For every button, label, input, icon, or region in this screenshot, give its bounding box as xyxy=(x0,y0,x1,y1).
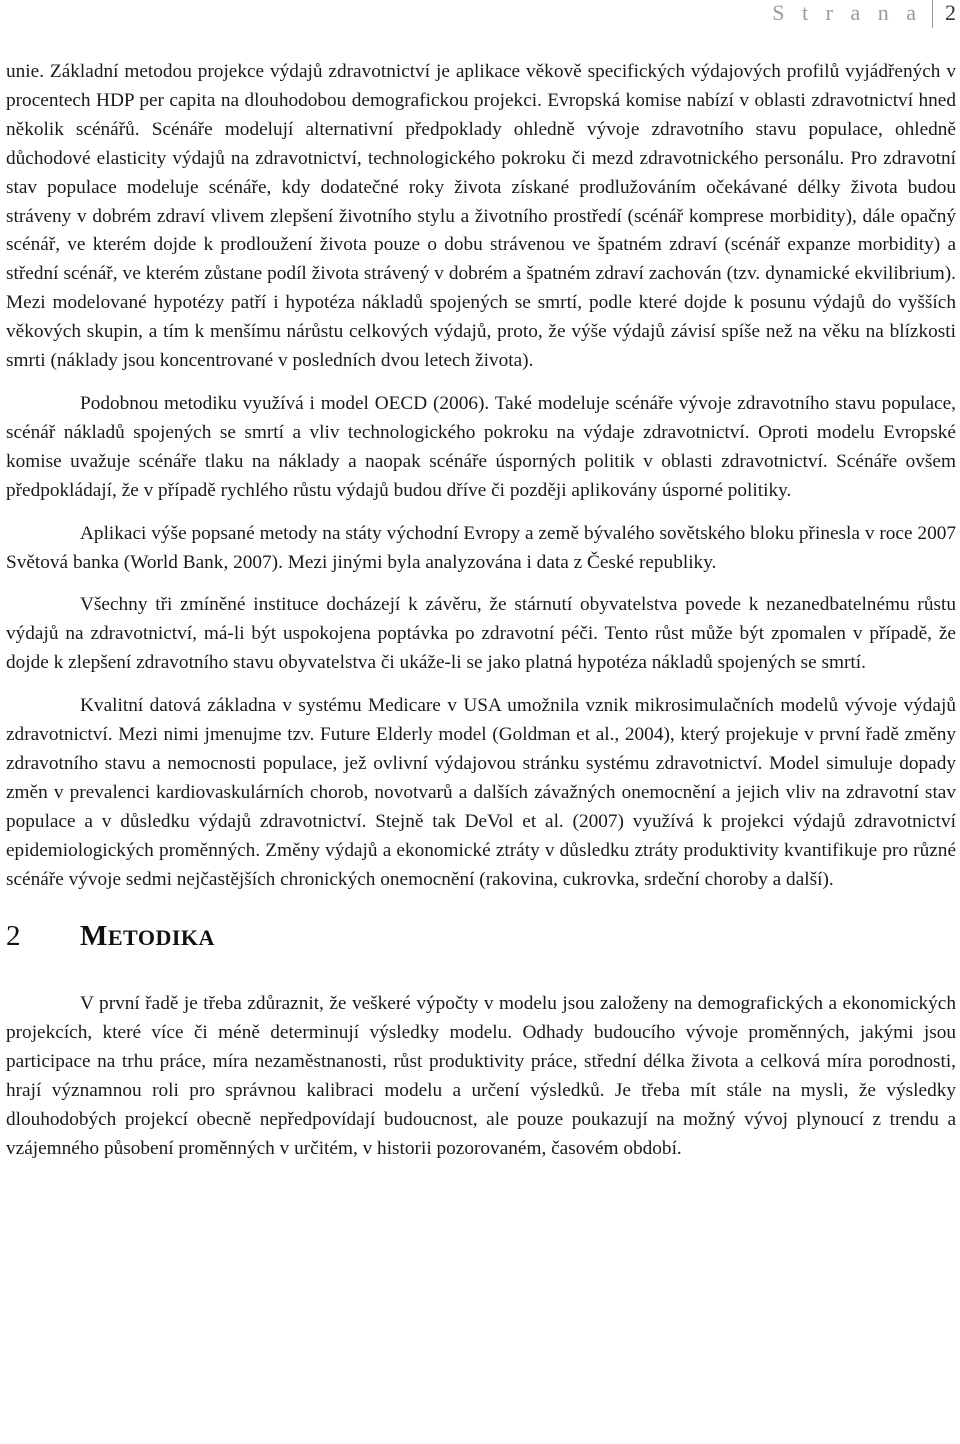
page-number: 2 xyxy=(945,0,956,25)
paragraph: V první řadě je třeba zdůraznit, že veškeré výpočty v modelu jsou založeny na demografických a ekonomických projekcích, které více či méně determinují výsledky modelu. Odhady budoucího vývoje proměnných, jakými jsou participace na trhu práce, míra nezaměstnanosti, růst produktivity práce, střední délka života a celková míra porodnosti, hrají významnou roli pro správnou kalibraci modelu a určení výsledků. Je třeba mít stále na mysli, že výsledky dlouhodobých projekcí obecně nepředpovídají budoucnost, ale pouze poukazují na možný vývoj plynoucí z trendu a vzájemného působení proměnných v určitém, v historii pozorovaném, časovém období. xyxy=(6,993,956,1159)
section-heading xyxy=(6,922,956,962)
paragraph: Všechny tři zmíněné instituce docházejí k závěru, že stárnutí obyvatelstva povede k nezanedbatelnému růstu výdajů na zdravotnictví, má-li být uspokojena poptávka po zdravotní péči. Tento růst může být zpomalen v případě, že dojde k zlepšení zdravotního stavu obyvatelstva či ukáže-li se jako platná hypotéza nákladů spojených se smrtí. xyxy=(6,594,956,674)
section-title-rest: ETODIKA xyxy=(107,925,215,951)
section-title-initial: M xyxy=(80,920,108,953)
section-title xyxy=(80,922,215,953)
running-header xyxy=(772,0,960,28)
paragraph: Podobnou metodiku využívá i model OECD (2006). Také modeluje scénáře vývoje zdravotního stavu populace, scénář nákladů spojených se smrtí a vliv technologického pokroku na výdaje zdravotnictví. Oproti modelu Evropské komise uvažuje scénáře tlaku na náklady a naopak scénáře úsporných politik v oblasti zdravotnictví. Scénáře ovšem předpokládají, že v případě rychlého růstu výdajů budou dříve či později aplikovány úsporné politiky. xyxy=(6,392,956,501)
paragraph: unie. Základní metodou projekce výdajů zdravotnictví je aplikace věkově specifických výdajových profilů vyjádřených v procentech HDP per capita na dlouhodobou demografickou projekci. Evropská komise nabízí v oblasti zdravotnictví hned několik scénářů. Scénáře modelují alternativní předpoklady ohledně vývoje zdravotního stavu populace, ohledně důchodové elasticity výdajů na zdravotnictví, technologického pokroku či mezd zdravotnického personálu. Pro zdravotní stav populace modeluje scénáře, kdy dodatečné roky života získané prodlužováním očekávané délky života budou stráveny v dobrém zdraví vlivem zlepšení životního stylu a životního prostředí (scénář komprese morbidity), dále opačný scénář, ve kterém dojde k prodloužení života pouze o dobu strávenou ve špatném zdraví (scénář expanze morbidity) a střední scénář, ve kterém zůstane podíl života strávený v dobrém a špatném zdraví zachován (tzv. dynamické ekvilibrium). Mezi modelované hypotézy patří i hypotéza nákladů spojených se smrtí, podle které dojde k posunu výdajů do vyšších věkových skupin, a tím k menšímu nárůstu celkových výdajů, proto, že výše výdajů závisí spíše než na věku na blízkosti smrti (náklady jsou koncentrované v posledních dvou letech života). xyxy=(6,61,956,372)
page-label: S t r a n a xyxy=(772,0,922,25)
paragraph: Aplikaci výše popsané metody na státy východní Evropy a země bývalého sovětského bloku přinesla v roce 2007 Světová banka (World Bank, 2007). Mezi jinými byla analyzována i data z České republiky. xyxy=(6,522,956,573)
document-body xyxy=(6,58,956,1164)
paragraph: Kvalitní datová základna v systému Medicare v USA umožnila vznik mikrosimulačních modelů vývoje výdajů zdravotnictví. Mezi nimi jmenujme tzv. Future Elderly model (Goldman et al., 2004), který projekuje v první řadě změny zdravotního stavu a nemocnosti populace, jež ovlivní výdajovou stránku systému zdravotnictví. Model simuluje dopady změn v prevalenci kardiovaskulárních chorob, novotvarů a dalších závažných onemocnění a jejich vliv na zdravotní stav populace a v důsledku výdajů zdravotnictví. Stejně tak DeVol et al. (2007) využívá k projekci výdajů zdravotnictví epidemiologických proměnných. Změny výdajů a ekonomické ztráty v důsledku ztráty produktivity kvantifikuje pro různé scénáře vývoje sedmi nejčastějších chronických onemocnění (rakovina, cukrovka, srdeční choroby a další). xyxy=(6,695,956,890)
section-number: 2 xyxy=(6,920,21,953)
